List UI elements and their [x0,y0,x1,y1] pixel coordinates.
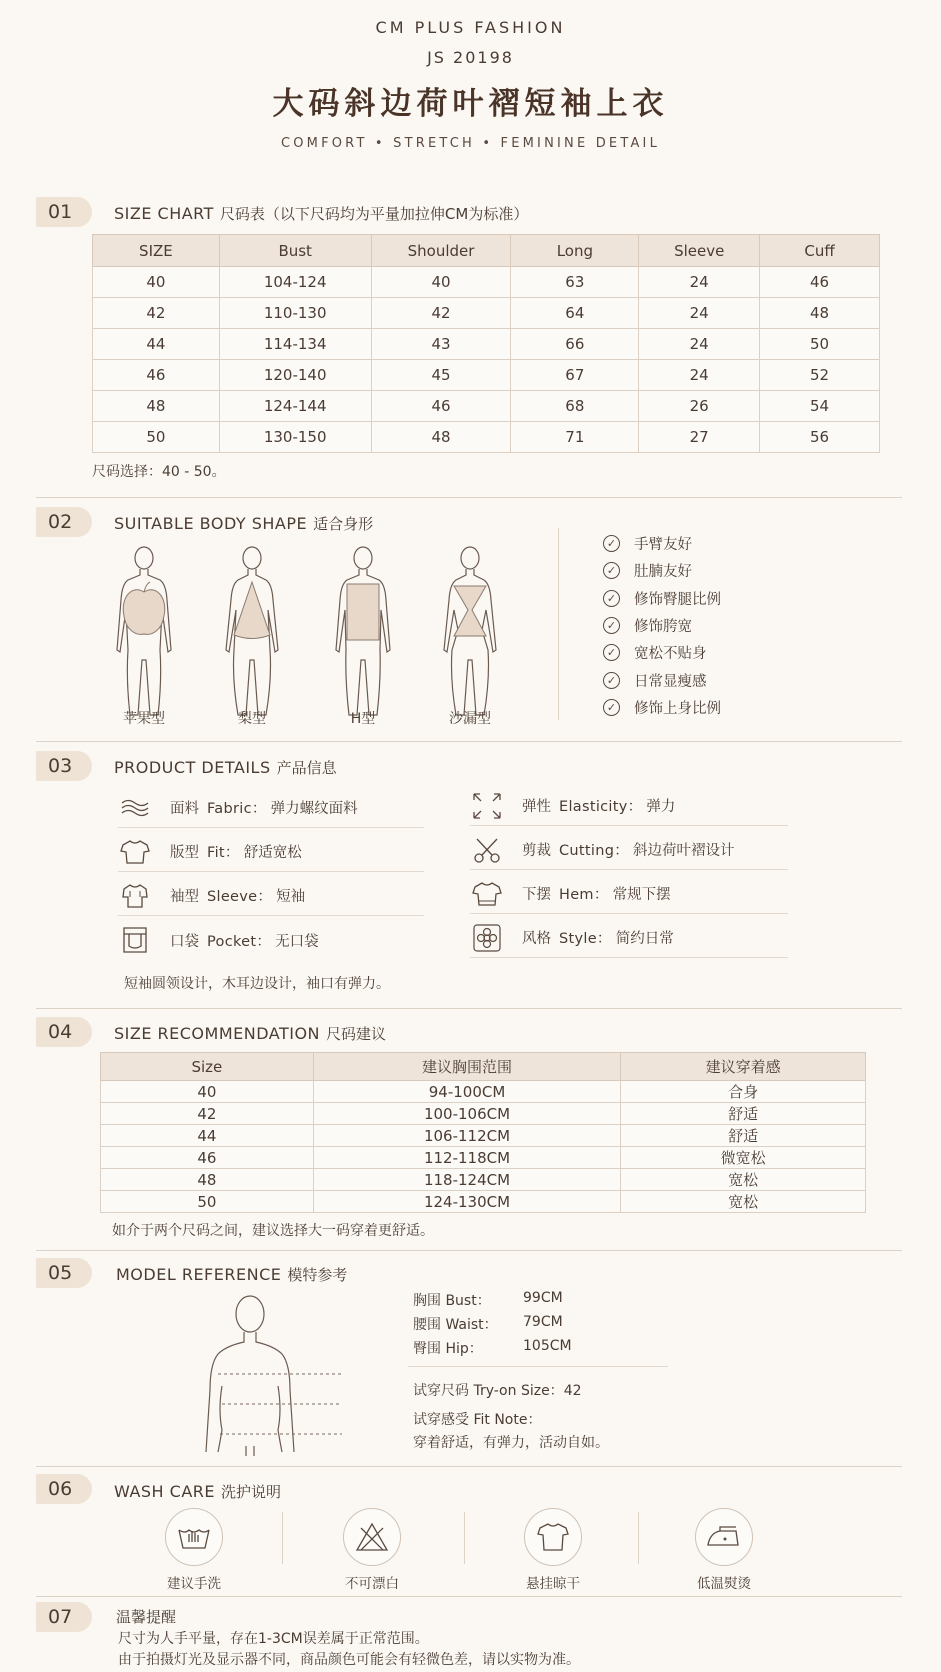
col-header: Size [101,1053,314,1081]
size-chart-table [92,234,880,453]
table-cell: 64 [511,298,639,329]
section-title-size-chart [114,203,528,224]
table-cell: 45 [371,360,511,391]
divider [36,1008,902,1009]
table-row [101,1169,866,1191]
section-number-03: 03 [36,751,92,781]
detail-key-en: Cutting： [559,843,630,859]
table-cell: 124-144 [219,391,371,422]
tagline: COMFORT • STRETCH • FEMININE DETAIL [280,136,661,151]
table-cell: 42 [93,298,220,329]
detail-value: 弹力螺纹面料 [270,801,358,817]
tryon-size [413,1380,582,1400]
detail-key-cn: 下摆 [522,887,551,903]
table-cell: 54 [760,391,880,422]
table-header-row [93,235,880,267]
table-cell: 微宽松 [621,1147,866,1169]
table-row [101,1125,866,1147]
benefit-text: 修饰胯宽 [634,619,692,635]
detail-value: 舒适宽松 [243,845,302,861]
detail-value: 简约日常 [615,931,674,947]
pear-shape-figure [212,540,292,730]
detail-key-cn: 弹性 [522,799,551,815]
product-note: 短袖圆领设计，木耳边设计，袖口有弹力。 [124,976,390,992]
divider [36,1250,902,1251]
col-header: Cuff [760,235,880,267]
shape-label-hourglass: 沙漏型 [449,711,491,727]
benefit-item [603,560,692,581]
detail-value: 常规下摆 [612,887,671,903]
detail-value: 斜边荷叶褶设计 [633,843,735,859]
table-row [101,1191,866,1213]
section-title-cn: 产品信息 [276,759,337,777]
section-title-en: SIZE CHART [114,204,214,223]
tryon-label: 试穿尺码 Try-on Size： [413,1383,564,1399]
check-icon: ✓ [603,644,620,661]
check-icon: ✓ [603,535,620,552]
table-row [101,1081,866,1103]
section-title-en: SIZE RECOMMENDATION [114,1024,321,1043]
table-cell: 48 [371,422,511,453]
section-title-cn: 尺码建议 [326,1025,387,1043]
model-bust-value: 99CM [523,1290,563,1306]
table-cell: 112-118CM [313,1147,621,1169]
table-cell: 宽松 [621,1169,866,1191]
benefit-item [603,533,692,554]
apple-shape-figure [104,540,184,730]
table-row [101,1147,866,1169]
model-waist-value: 79CM [523,1314,563,1330]
table-row [93,422,880,453]
table-cell: 舒适 [621,1125,866,1147]
benefit-text: 手臂友好 [634,537,692,553]
benefit-text: 宽松不贴身 [634,646,707,662]
detail-key-en: Elasticity： [559,799,643,815]
check-icon: ✓ [603,617,620,634]
fabric-icon [118,793,152,823]
detail-key-cn: 版型 [170,845,199,861]
wash-separator [282,1512,283,1564]
table-cell: 106-112CM [313,1125,621,1147]
flower-icon [470,923,504,953]
table-header-row [101,1053,866,1081]
model-hip-value: 105CM [523,1338,572,1354]
table-cell: 24 [639,329,760,360]
col-header: Shoulder [371,235,511,267]
model-waist-label: 腰围 Waist： [413,1317,498,1333]
detail-elasticity [470,786,788,826]
check-icon: ✓ [603,590,620,607]
section-title-reminder: 温馨提醒 [116,1608,177,1626]
detail-style [470,918,788,958]
table-cell: 44 [101,1125,314,1147]
low-iron-icon [695,1508,753,1566]
table-cell: 118-124CM [313,1169,621,1191]
model-figure [200,1290,350,1456]
benefit-text: 修饰上身比例 [634,701,721,717]
size-selection-note: 尺码选择：40 - 50。 [92,464,226,480]
shape-label-apple: 苹果型 [123,711,165,727]
sleeve-icon [118,881,152,911]
table-cell: 68 [511,391,639,422]
scissors-icon [470,835,504,865]
table-cell: 40 [101,1081,314,1103]
table-cell: 114-134 [219,329,371,360]
table-cell: 宽松 [621,1191,866,1213]
detail-value: 弹力 [646,799,676,815]
detail-key-cn: 口袋 [170,933,199,950]
benefit-item [603,697,721,718]
table-row [93,267,880,298]
table-cell: 50 [101,1191,314,1213]
benefit-text: 修饰臀腿比例 [634,592,721,608]
col-header: Bust [219,235,371,267]
detail-key-cn: 袖型 [170,889,199,905]
detail-key-en: Fabric： [207,801,267,817]
hang-dry-icon [524,1508,582,1566]
detail-pocket [118,920,424,960]
page-title: 大码斜边荷叶褶短袖上衣 [272,86,669,122]
table-cell: 40 [93,267,220,298]
table-cell: 44 [93,329,220,360]
no-bleach-icon [343,1508,401,1566]
check-icon: ✓ [603,562,620,579]
detail-key-cn: 面料 [170,801,199,817]
brand-name: CM PLUS FASHION [375,18,566,37]
pocket-icon [118,925,152,955]
section-title-cn: 尺码表（以下尺码均为平量加拉伸CM为标准） [219,205,529,223]
section-number-07: 07 [36,1602,92,1632]
tryon-value: 42 [563,1383,582,1399]
table-cell: 48 [101,1169,314,1191]
section-title-en: WASH CARE [114,1482,216,1501]
table-cell: 40 [371,267,511,298]
benefit-item [603,670,707,691]
table-cell: 124-130CM [313,1191,621,1213]
col-header: 建议胸围范围 [313,1053,621,1081]
section-number-06: 06 [36,1474,92,1504]
table-cell: 舒适 [621,1103,866,1125]
reminder-line-1: 尺寸为人手平量，存在1-3CM误差属于正常范围。 [118,1631,429,1647]
tshirt-icon [118,837,152,867]
model-bust-label: 胸围 Bust： [413,1293,491,1309]
section-number-04: 04 [36,1017,92,1047]
table-cell: 合身 [621,1081,866,1103]
divider [36,1596,902,1597]
divider [36,497,902,498]
hand-wash-icon [165,1508,223,1566]
table-cell: 104-124 [219,267,371,298]
table-cell: 48 [93,391,220,422]
wash-separator [464,1512,465,1564]
table-cell: 56 [760,422,880,453]
fit-note-value: 穿着舒适，有弹力，活动自如。 [413,1435,609,1451]
table-cell: 66 [511,329,639,360]
table-row [101,1103,866,1125]
wash-label-low-iron: 低温熨烫 [697,1576,751,1592]
benefit-text: 肚腩友好 [634,564,692,580]
shape-label-h: H型 [350,711,376,727]
wash-label-hang-dry: 悬挂晾干 [526,1576,580,1592]
section-title-en: MODEL REFERENCE [116,1265,282,1284]
section-title-en: SUITABLE BODY SHAPE [114,514,308,533]
reminder-line-2: 由于拍摄灯光及显示器不同，商品颜色可能会有轻微色差，请以实物为准。 [118,1652,580,1668]
wash-label-no-bleach: 不可漂白 [345,1576,399,1592]
section-title-size-recommendation [114,1023,386,1044]
table-cell: 42 [371,298,511,329]
table-cell: 42 [101,1103,314,1125]
table-cell: 71 [511,422,639,453]
table-cell: 50 [93,422,220,453]
table-cell: 100-106CM [313,1103,621,1125]
detail-sleeve [118,876,424,916]
detail-key-en: Sleeve： [207,889,273,905]
detail-fit [118,832,424,872]
benefit-text: 日常显瘦感 [634,674,707,690]
recommendation-note: 如介于两个尺码之间，建议选择大一码穿着更舒适。 [112,1223,434,1239]
section-title-cn: 适合身形 [313,515,374,533]
section-title-en: PRODUCT DETAILS [114,758,271,777]
hourglass-shape-figure [430,540,510,730]
table-cell: 63 [511,267,639,298]
col-header: 建议穿着感 [621,1053,866,1081]
benefit-item [603,615,692,636]
benefit-item [603,588,721,609]
detail-key-en: Style： [559,931,612,947]
table-row [93,391,880,422]
section-number-01: 01 [36,197,92,227]
col-header: Long [511,235,639,267]
detail-fabric [118,788,424,828]
table-cell: 67 [511,360,639,391]
section-number-02: 02 [36,507,92,537]
model-hip-label: 臀围 Hip： [413,1341,483,1357]
table-row [93,298,880,329]
table-cell: 120-140 [219,360,371,391]
table-cell: 48 [760,298,880,329]
h-shape-figure [323,540,403,730]
detail-cutting [470,830,788,870]
col-header: Sleeve [639,235,760,267]
divider [36,1466,902,1467]
wash-separator [638,1512,639,1564]
table-cell: 43 [371,329,511,360]
size-recommendation-table [100,1052,866,1213]
table-cell: 27 [639,422,760,453]
fit-note-label: 试穿感受 Fit Note： [413,1412,542,1428]
table-cell: 46 [93,360,220,391]
detail-value: 短袖 [276,889,306,905]
table-cell: 46 [760,267,880,298]
table-cell: 94-100CM [313,1081,621,1103]
detail-key-en: Fit： [207,845,240,861]
section-number-05: 05 [36,1258,92,1288]
table-cell: 130-150 [219,422,371,453]
detail-hem [470,874,788,914]
detail-value: 无口袋 [275,933,319,950]
detail-key-cn: 剪裁 [522,843,551,859]
section-title-body-shape [114,513,373,534]
check-icon: ✓ [603,699,620,716]
stretch-arrows-icon [470,791,504,821]
section-title-cn: 模特参考 [287,1266,348,1284]
section-title-wash-care [114,1481,281,1502]
table-row [93,329,880,360]
section-title-model-reference [116,1264,347,1285]
section-title-cn: 洗护说明 [221,1483,282,1501]
wash-label-hand: 建议手洗 [167,1576,221,1592]
table-cell: 26 [639,391,760,422]
table-cell: 24 [639,298,760,329]
vertical-divider [558,528,559,720]
section-title-product-details [114,757,337,778]
hem-icon [470,879,504,909]
table-cell: 46 [371,391,511,422]
table-cell: 110-130 [219,298,371,329]
table-cell: 24 [639,267,760,298]
product-code: JS 20198 [427,48,514,67]
table-cell: 50 [760,329,880,360]
table-cell: 24 [639,360,760,391]
table-row [93,360,880,391]
detail-key-cn: 风格 [522,931,551,947]
detail-key-en: Pocket： [207,933,272,950]
divider [36,741,902,742]
detail-key-en: Hem： [559,887,609,903]
col-header: SIZE [93,235,220,267]
table-cell: 52 [760,360,880,391]
divider [408,1366,668,1367]
check-icon: ✓ [603,672,620,689]
benefit-item [603,642,707,663]
table-cell: 46 [101,1147,314,1169]
shape-label-pear: 梨型 [238,711,266,727]
